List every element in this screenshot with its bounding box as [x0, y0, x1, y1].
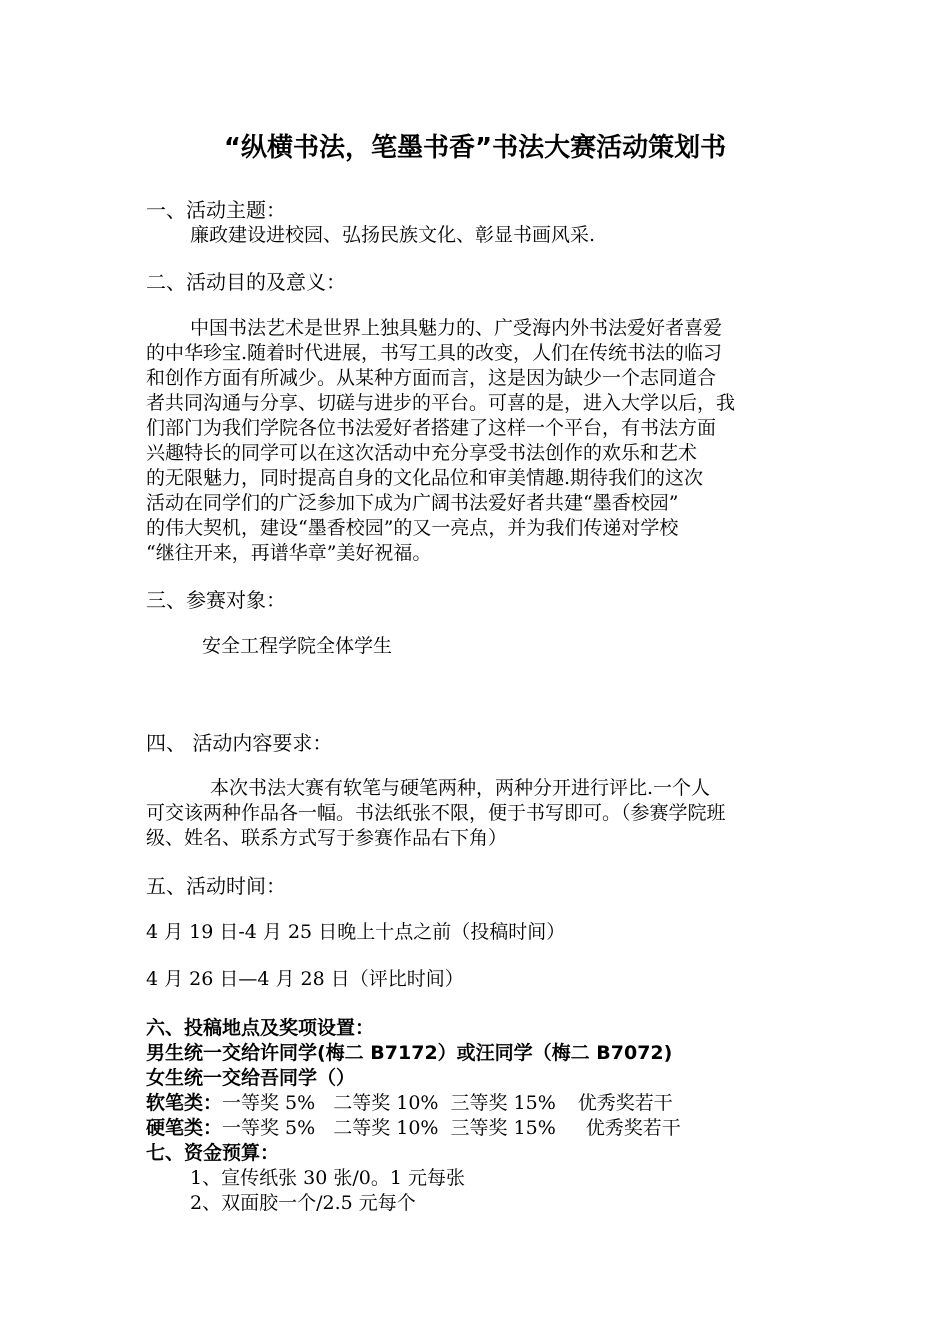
- document-title: “纵横书法，笔墨书香”书法大赛活动策划书: [223, 133, 727, 163]
- hard-pen-prizes: [146, 1116, 681, 1140]
- soft-second-prize: 二等奖 10%: [333, 1092, 439, 1114]
- hard-third-prize: 三等奖 15%: [450, 1117, 556, 1139]
- male-submission: 男生统一交给许同学(梅二 B7172）或汪同学（梅二 B7072): [146, 1042, 673, 1064]
- submission-time: 4 月 19 日-4 月 25 日晚上十点之前（投稿时间）: [146, 921, 566, 943]
- section-5-heading: 五、活动时间：: [146, 874, 286, 898]
- section-4-heading: 四、 活动内容要求：: [146, 731, 333, 755]
- budget-item-1: 1、宣传纸张 30 张/0。1 元每张: [190, 1167, 465, 1189]
- section-2-line-2: 的中华珍宝.随着时代进展，书写工具的改变，人们在传统书法的临习: [146, 342, 723, 364]
- section-2-line-9: 的伟大契机，建设“墨香校园”的又一亮点，并为我们传递对学校: [146, 517, 679, 539]
- section-7-heading: 七、资金预算：: [146, 1142, 280, 1164]
- section-3-heading: 三、参赛对象：: [146, 588, 286, 612]
- section-1-heading: 一、活动主题：: [146, 198, 286, 222]
- section-2-line-5: 们部门为我们学院各位书法爱好者搭建了这样一个平台，有书法方面: [146, 417, 717, 439]
- judging-time: 4 月 26 日—4 月 28 日（评比时间）: [146, 968, 464, 990]
- section-4-line-1: 本次书法大赛有软笔与硬笔两种，两种分开进行评比.一个人: [210, 777, 711, 799]
- section-4-line-3: 级、姓名、联系方式写于参赛作品右下角）: [146, 827, 508, 849]
- section-2-line-10: “继往开来，再谱华章”美好祝福。: [146, 542, 432, 564]
- soft-pen-label: 软笔类：: [146, 1092, 223, 1114]
- section-1-text: 廉政建设进校园、弘扬民族文化、彰显书画风采.: [190, 224, 596, 246]
- section-4-line-2: 可交该两种作品各一幅。书法纸张不限，便于书写即可。（参赛学院班: [146, 802, 726, 824]
- hard-second-prize: 二等奖 10%: [333, 1117, 439, 1139]
- female-submission: 女生统一交给吾同学（）: [146, 1067, 356, 1089]
- section-6-heading: 六、投稿地点及奖项设置：: [146, 1017, 375, 1039]
- soft-third-prize: 三等奖 15%: [450, 1092, 556, 1114]
- section-2-line-8: 活动在同学们的广泛参加下成为广阔书法爱好者共建“墨香校园”: [146, 492, 679, 514]
- soft-first-prize: 一等奖 5%: [222, 1092, 316, 1114]
- section-2-line-3: 和创作方面有所减少。从某种方面而言，这是因为缺少一个志同道合: [146, 367, 717, 389]
- hard-first-prize: 一等奖 5%: [222, 1117, 316, 1139]
- section-3-text: 安全工程学院全体学生: [202, 635, 393, 657]
- section-2-heading: 二、活动目的及意义：: [146, 270, 346, 294]
- soft-excellent-prize: 优秀奖若干: [577, 1092, 673, 1114]
- hard-excellent-prize: 优秀奖若干: [585, 1117, 681, 1139]
- section-2-line-7: 的无限魅力，同时提高自身的文化品位和审美情趣.期待我们的这次: [146, 467, 704, 489]
- section-2-line-4: 者共同沟通与分享、切磋与进步的平台。可喜的是，进入大学以后，我: [146, 392, 736, 414]
- section-2-line-1: 中国书法艺术是世界上独具魅力的、广受海内外书法爱好者喜爱: [190, 317, 723, 339]
- section-2-line-6: 兴趣特长的同学可以在这次活动中充分享受书法创作的欢乐和艺术: [146, 442, 698, 464]
- hard-pen-label: 硬笔类：: [146, 1117, 223, 1139]
- budget-item-2: 2、双面胶一个/2.5 元每个: [190, 1192, 416, 1214]
- soft-pen-prizes: [146, 1091, 673, 1115]
